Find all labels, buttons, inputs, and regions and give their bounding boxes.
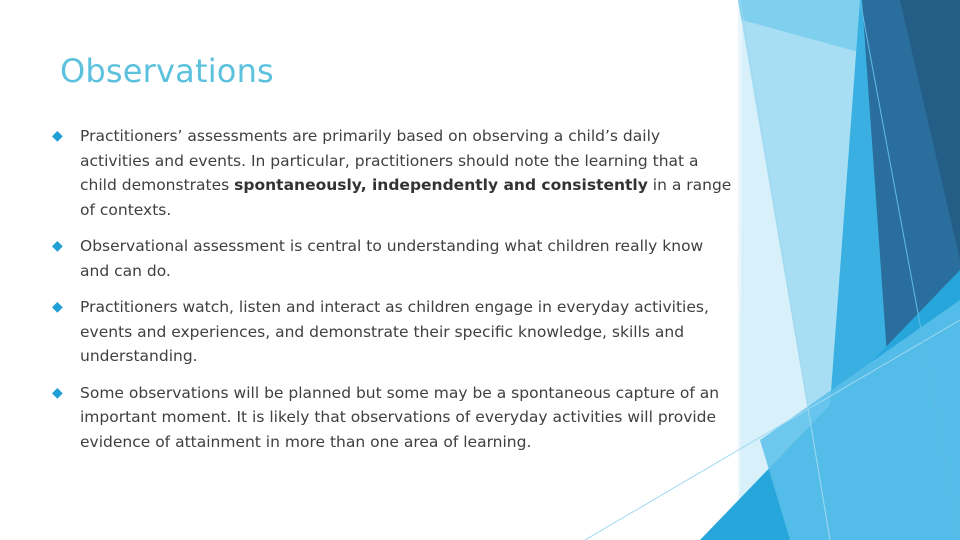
bullet-text-segment: in a range of contexts. [80,176,732,219]
bullet-text [80,237,703,280]
bullet-text [80,298,709,365]
diamond-icon: ◆ [52,384,63,401]
bullet-text-segment: Observational assessment is central to understanding what children really know and can do. [80,237,704,280]
bullet-item [52,124,732,222]
bullet-text-segment: Practitioners watch, listen and interact as children engage in everyday activities, events and experiences, and demonstrate their specific knowledge, skills and understanding. [80,298,709,365]
bullet-text [80,127,731,219]
diamond-icon: ◆ [52,238,63,254]
diamond-icon: ◆ [52,128,63,144]
bullet-text-segment: Practitioners’ assessments are primarily based on observing a child’s daily activities and events. In particular, practitioners should note the learning that a child demonstrates [80,127,699,194]
bullet-item [52,381,732,455]
bullet-item [52,234,732,283]
bullet-list [52,124,732,466]
slide-title: Observations [60,52,274,90]
diamond-icon: ◆ [52,299,63,315]
bullet-item [52,295,732,369]
bullet-text-segment: Some observations will be planned but some may be a spontaneous capture of an important moment. It is likely that observations of everyday activities will provide evidence of attainment in more than one area of learning. [80,383,720,451]
bullet-text [80,384,719,451]
bullet-bold-text: spontaneously, independently and consistently [234,176,648,194]
